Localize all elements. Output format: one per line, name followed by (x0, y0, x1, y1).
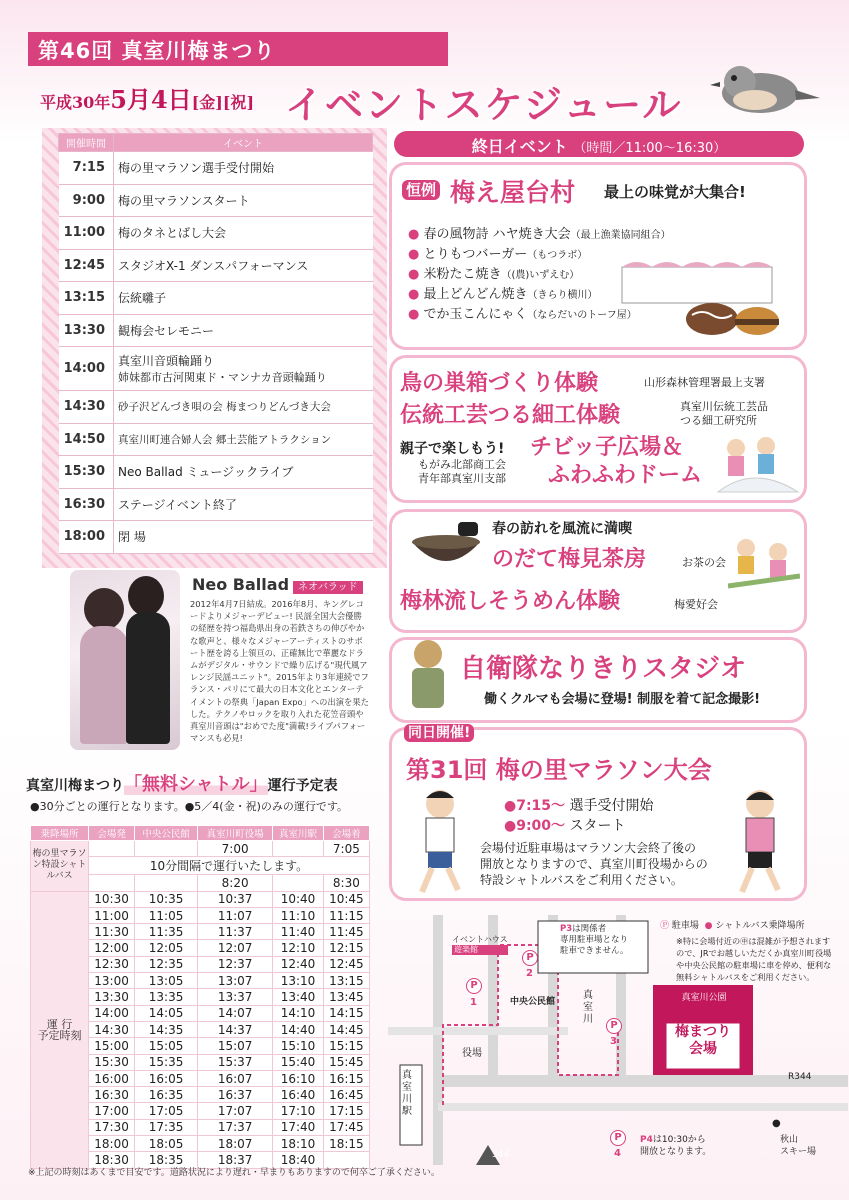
shuttle-col: 会場着 (323, 826, 369, 841)
table-cell: 11:35 (135, 924, 198, 940)
table-cell: 11:40 (273, 924, 324, 940)
table-cell: 18:00 (89, 1136, 135, 1152)
neo-kana: ネオバラッド (293, 581, 363, 594)
shuttle-title: 真室川梅まつり「無料シャトル」運行予定表 (26, 774, 338, 795)
table-cell: 14:10 (273, 1005, 324, 1021)
workshop-panel (392, 358, 804, 500)
table-cell: 12:35 (135, 956, 198, 972)
schedule-event: 閉 場 (114, 521, 373, 554)
event-date: 平成30年5月4日[金][祝] (40, 85, 255, 114)
table-cell: 15:05 (135, 1038, 198, 1054)
table-cell: 10:45 (323, 891, 369, 907)
venue-label: 梅まつり 会場 (675, 1024, 731, 1057)
table-row: 8:20 8:30 (31, 875, 370, 891)
table-cell: 16:35 (135, 1087, 198, 1103)
table-cell: 13:15 (323, 973, 369, 989)
allday-time: （時間／11:00～16:30） (573, 141, 727, 156)
table-row: 梅の里マラソン特設シャトルバス 7:00 7:05 (31, 841, 370, 857)
parking-3-icon: P (606, 1018, 622, 1034)
table-cell: 10:35 (135, 891, 198, 907)
map-note: ※特に会場付近の㊥は混雑が予想されますので、JRでお越しいただくか真室川町役場や中央公民館の駐車場に車を停め、便利な無料シャトルバスをご利用ください。 (676, 936, 832, 982)
table-cell: 11:45 (323, 924, 369, 940)
table-row (31, 891, 370, 907)
table-cell: 15:37 (198, 1054, 273, 1070)
schedule-event: スタジオX-1 ダンスパフォーマンス (114, 249, 373, 282)
parking-3-callout-text: P3は関係者 専用駐車場となり 駐車できません。 (560, 924, 629, 956)
food-stall-subtitle: 最上の味覚が大集合! (604, 183, 746, 201)
kids-illustration (714, 434, 800, 496)
table-cell: 17:15 (323, 1103, 369, 1119)
table-cell: 15:10 (273, 1038, 324, 1054)
table-cell: 17:05 (135, 1103, 198, 1119)
schedule-event: 梅の里マラソンスタート (114, 184, 373, 217)
parking-4-note: P4は10:30から 開放となります。 (640, 1135, 712, 1157)
schedule-time: 15:30 (59, 456, 114, 489)
schedule-row (59, 456, 373, 489)
parking-2-icon: P (522, 950, 538, 966)
table-cell: 14:00 (89, 1005, 135, 1021)
tea-title: のだて梅見茶房 (492, 547, 647, 572)
regular-shuttle-label: 運 行 予定時刻 (31, 891, 89, 1168)
shuttle-footnote: ※上記の時刻はあくまで目安です。道路状況により遅れ・早まりもありますので何卒ご了承ください。 (28, 1168, 440, 1178)
schedule-time: 14:50 (59, 423, 114, 456)
marathon-panel (392, 725, 804, 898)
table-cell: 18:30 (89, 1152, 135, 1168)
schedule-time: 14:00 (59, 347, 114, 391)
schedule-header-row (59, 134, 373, 152)
date-holiday: 祝 (230, 93, 247, 112)
schedule-time: 11:00 (59, 217, 114, 250)
shuttle-col: 中央公民館 (135, 826, 198, 841)
schedule-row (59, 391, 373, 424)
allday-banner (394, 131, 804, 157)
schedule-time: 13:30 (59, 314, 114, 347)
route-344-label: 344 (492, 1150, 510, 1160)
table-cell: 17:35 (135, 1119, 198, 1135)
parking-1-icon: P (466, 978, 482, 994)
schedule-row (59, 249, 373, 282)
table-cell: 11:10 (273, 907, 324, 923)
table-cell: 12:10 (273, 940, 324, 956)
food-stall-panel (392, 165, 804, 347)
table-cell: 17:45 (323, 1119, 369, 1135)
table-cell: 12:00 (89, 940, 135, 956)
map-legend: Ⓟ 駐車場 ● シャトルバス乗降場所 (660, 921, 805, 931)
table-cell: 11:37 (198, 924, 273, 940)
kids-title: チビッ子広場＆ ふわふわドーム (530, 435, 703, 488)
marathon-title: 第31回 梅の里マラソン大会 (406, 756, 712, 784)
table-cell: 18:05 (135, 1136, 198, 1152)
yakuba-label: 役場 (462, 1048, 482, 1059)
table-cell: 11:07 (198, 907, 273, 923)
table-cell: 14:37 (198, 1021, 273, 1037)
table-cell: 15:45 (323, 1054, 369, 1070)
table-cell: 17:30 (89, 1119, 135, 1135)
schedule-event-line2: 姉妹都市古河関東ド・マンナカ音頭輪踊り (118, 371, 327, 384)
list-item: ● でか玉こんにゃく（ならだいのトーフ屋） (408, 307, 637, 322)
table-cell: 13:35 (135, 989, 198, 1005)
table-cell: 18:35 (135, 1152, 198, 1168)
regular-tag: 恒例 (402, 179, 440, 200)
schedule-row (59, 521, 373, 554)
schedule-table (58, 133, 373, 554)
schedule-col-event: イベント (114, 134, 373, 152)
table-cell: 13:05 (135, 973, 198, 989)
schedule-heading: イベントスケジュール (285, 83, 683, 127)
table-cell: 11:30 (89, 924, 135, 940)
tea-org: お茶の会 (682, 556, 726, 569)
tea-panel (392, 512, 804, 630)
r344-label: R344 (788, 1072, 812, 1082)
list-item: ● とりもつバーガー（もつラボ） (408, 247, 588, 262)
shuttle-col: 真室川駅 (273, 826, 324, 841)
event-house-label: イベントハウス 遊楽館 (452, 935, 508, 954)
table-cell: 13:40 (273, 989, 324, 1005)
neo-ballad-bio: 2012年4月7日結成。2016年8月、キングレコードよりメジャーデビュー! 民謡全国大会優勝の経歴を持つ福島県出身の若鉄さちの伸びやかな歌声と、様々なメジャーアーティストのサポート歴を誇る上領亘の、正確無比で華麗なドラムがデジタル・サウンドで繰り広げる"現代風アレンジ民謡ユニット"。2015年より3年連続でフランス・パリにて最大の日本文化とエンターテイメントの祭典「Japan Expo」への出演を果たした。テクノやロックを取り入れた花笠音頭や真室川音頭は"おめでた度"満載!ライブパフォーマンスも必見! (190, 599, 369, 744)
runner-boy-illustration (406, 786, 472, 896)
marathon-note: 会場付近駐車場はマラソン大会終了後の 開放となりますので、真室川町役場からの 特設シャトルバスをご利用ください。 (480, 841, 708, 887)
table-cell: 12:07 (198, 940, 273, 956)
schedule-row (59, 347, 373, 391)
soldier-illustration (400, 636, 456, 720)
marathon-times (504, 796, 654, 836)
schedule-event: Neo Ballad ミュージックライブ (114, 456, 373, 489)
parking-3-label: 3 (610, 1036, 617, 1047)
akiyama-ski-label: 秋山 スキー場 (780, 1135, 817, 1157)
bus-stop-legend-icon: ● (704, 921, 713, 931)
parking-1-label: 1 (470, 997, 477, 1008)
table-cell: 14:40 (273, 1021, 324, 1037)
table-cell: 15:00 (89, 1038, 135, 1054)
neo-ballad-photo (70, 570, 180, 750)
schedule-row (59, 314, 373, 347)
table-cell: 10:37 (198, 891, 273, 907)
marathon-interval: 10分間隔で運行いたします。 (89, 857, 370, 875)
table-cell: 18:37 (198, 1152, 273, 1168)
schedule-time: 9:00 (59, 184, 114, 217)
schedule-time: 7:15 (59, 152, 114, 185)
table-cell: 13:00 (89, 973, 135, 989)
shuttle-header-row (31, 826, 370, 841)
table-cell: 13:10 (273, 973, 324, 989)
schedule-time: 12:45 (59, 249, 114, 282)
sdf-title: 自衛隊なりきりスタジオ (460, 654, 747, 684)
table-cell: 17:40 (273, 1119, 324, 1135)
somen-title: 梅林流しそうめん体験 (400, 589, 621, 614)
table-cell: 14:45 (323, 1021, 369, 1037)
schedule-time: 13:15 (59, 282, 114, 315)
schedule-row (59, 184, 373, 217)
birdhouse-org: 山形森林管理署最上支署 (644, 376, 765, 389)
sdf-desc: 働くクルマも会場に登場! 制服を着て記念撮影! (484, 692, 760, 707)
schedule-col-time: 開催時間 (59, 134, 114, 152)
table-cell: 12:30 (89, 956, 135, 972)
craft-org: 真室川伝統工芸品 つる細工研究所 (680, 400, 768, 427)
schedule-event: 梅の里マラソン選手受付開始 (114, 152, 373, 185)
sdf-panel (392, 640, 804, 720)
marathon-item: ●7:15～ 選手受付開始 (504, 798, 654, 814)
table-cell: 18:15 (323, 1136, 369, 1152)
schedule-event-multi (114, 347, 373, 391)
kids-lead: 親子で楽しもう! (400, 441, 505, 457)
table-cell: 17:00 (89, 1103, 135, 1119)
table-cell: 14:07 (198, 1005, 273, 1021)
list-item: ● 最上どんどん焼き（きらり横川） (408, 287, 598, 302)
mamurogawa-river-label: 真室川 (583, 990, 593, 1025)
table-cell: 12:40 (273, 956, 324, 972)
birdhouse-title: 鳥の巣箱づくり体験 (400, 371, 599, 396)
list-item: ● 米粉たこ焼き（(農)いずえむ） (408, 267, 580, 282)
date-main: 5月4日 (110, 85, 192, 114)
marathon-item: ●9:00～ スタート (504, 818, 626, 834)
station-label: 真室川駅 (402, 1070, 412, 1117)
table-cell: 15:40 (273, 1054, 324, 1070)
runner-girl-illustration (728, 786, 794, 896)
table-cell: 13:30 (89, 989, 135, 1005)
table-cell: 13:37 (198, 989, 273, 1005)
table-cell: 18:40 (273, 1152, 324, 1168)
shuttle-col: 乗降場所 (31, 826, 89, 841)
table-cell: 17:10 (273, 1103, 324, 1119)
schedule-row (59, 423, 373, 456)
table-cell: 17:37 (198, 1119, 273, 1135)
table-cell: 18:10 (273, 1136, 324, 1152)
table-cell: 16:05 (135, 1070, 198, 1086)
parking-4-icon: P (610, 1130, 626, 1146)
allday-label: 終日イベント (471, 137, 568, 156)
schedule-row (59, 152, 373, 185)
table-cell: 15:07 (198, 1038, 273, 1054)
table-cell: 16:10 (273, 1070, 324, 1086)
table-cell: 14:30 (89, 1021, 135, 1037)
table-cell: 15:35 (135, 1054, 198, 1070)
schedule-time: 14:30 (59, 391, 114, 424)
table-cell: 14:05 (135, 1005, 198, 1021)
table-cell: 12:45 (323, 956, 369, 972)
table-cell: 12:15 (323, 940, 369, 956)
table-cell: 16:07 (198, 1070, 273, 1086)
bird-illustration (700, 48, 820, 128)
table-cell: 10:30 (89, 891, 135, 907)
table-cell: 16:37 (198, 1087, 273, 1103)
schedule-event: 真室川音頭輪踊り (118, 354, 215, 368)
table-cell: 16:15 (323, 1070, 369, 1086)
date-weekday: 金 (199, 93, 216, 112)
shuttle-table (30, 825, 370, 1169)
table-cell: 14:35 (135, 1021, 198, 1037)
neo-name: Neo Ballad (192, 575, 290, 594)
food-stall-title: 梅え屋台村 (450, 178, 576, 207)
schedule-event: 梅のタネとばし大会 (114, 217, 373, 250)
table-cell: 17:07 (198, 1103, 273, 1119)
schedule-time: 18:00 (59, 521, 114, 554)
table-cell: 12:05 (135, 940, 198, 956)
parking-4-label: 4 (614, 1148, 621, 1159)
table-cell: 14:15 (323, 1005, 369, 1021)
shuttle-note: ●30分ごとの運行となります。●5／4(金・祝)のみの運行です。 (30, 800, 349, 813)
table-cell: 13:07 (198, 973, 273, 989)
table-cell: 16:45 (323, 1087, 369, 1103)
table-cell: 16:00 (89, 1070, 135, 1086)
schedule-event: 砂子沢どんづき唄の会 梅まつりどんづき大会 (114, 391, 373, 424)
schedule-event: 真室川町連合婦人会 郷土芸能アトラクション (114, 423, 373, 456)
schedule-event: 伝統囃子 (114, 282, 373, 315)
table-cell: 16:40 (273, 1087, 324, 1103)
table-cell: 11:00 (89, 907, 135, 923)
craft-title: 伝統工芸つる細工体験 (400, 403, 621, 428)
table-cell: 15:30 (89, 1054, 135, 1070)
list-item: ● 春の風物詩 ハヤ焼き大会（最上漁業協同組合） (408, 227, 671, 242)
ski-resort-icon: ● (772, 1118, 781, 1129)
same-day-tag: 同日開催! (404, 722, 474, 742)
schedule-row (59, 282, 373, 315)
schedule-event: 観梅会セレモニー (114, 314, 373, 347)
parking-2-label: 2 (526, 968, 533, 979)
tea-bowl-illustration (406, 520, 486, 580)
table-cell: 10:40 (273, 891, 324, 907)
venue-park-label: 真室川公園 (681, 993, 727, 1003)
table-cell: 18:07 (198, 1136, 273, 1152)
date-era: 平成30年 (40, 93, 111, 112)
schedule-time: 16:30 (59, 488, 114, 521)
schedule-event: ステージイベント終了 (114, 488, 373, 521)
table-cell: 12:37 (198, 956, 273, 972)
table-cell: 11:15 (323, 907, 369, 923)
tea-lead: 春の訪れを風流に満喫 (492, 521, 632, 537)
festival-title: 第46回 真室川梅まつり (28, 32, 448, 66)
children-illustration (728, 532, 800, 602)
table-cell: 16:30 (89, 1087, 135, 1103)
shuttle-col: 真室川町役場 (198, 826, 273, 841)
kids-org: もがみ北部商工会 青年部真室川支部 (418, 458, 506, 485)
chuo-label: 中央公民館 (510, 997, 556, 1007)
table-cell: 11:05 (135, 907, 198, 923)
somen-org: 梅愛好会 (674, 598, 718, 611)
neo-ballad-title (192, 575, 363, 594)
marathon-shuttle-label: 梅の里マラソン特設シャトルバス (31, 841, 89, 892)
food-stall-illustration (617, 257, 797, 343)
table-cell: 13:45 (323, 989, 369, 1005)
schedule-row (59, 217, 373, 250)
parking-legend-icon: Ⓟ (660, 921, 670, 931)
shuttle-col: 会場発 (89, 826, 135, 841)
table-cell: 15:15 (323, 1038, 369, 1054)
schedule-row (59, 488, 373, 521)
